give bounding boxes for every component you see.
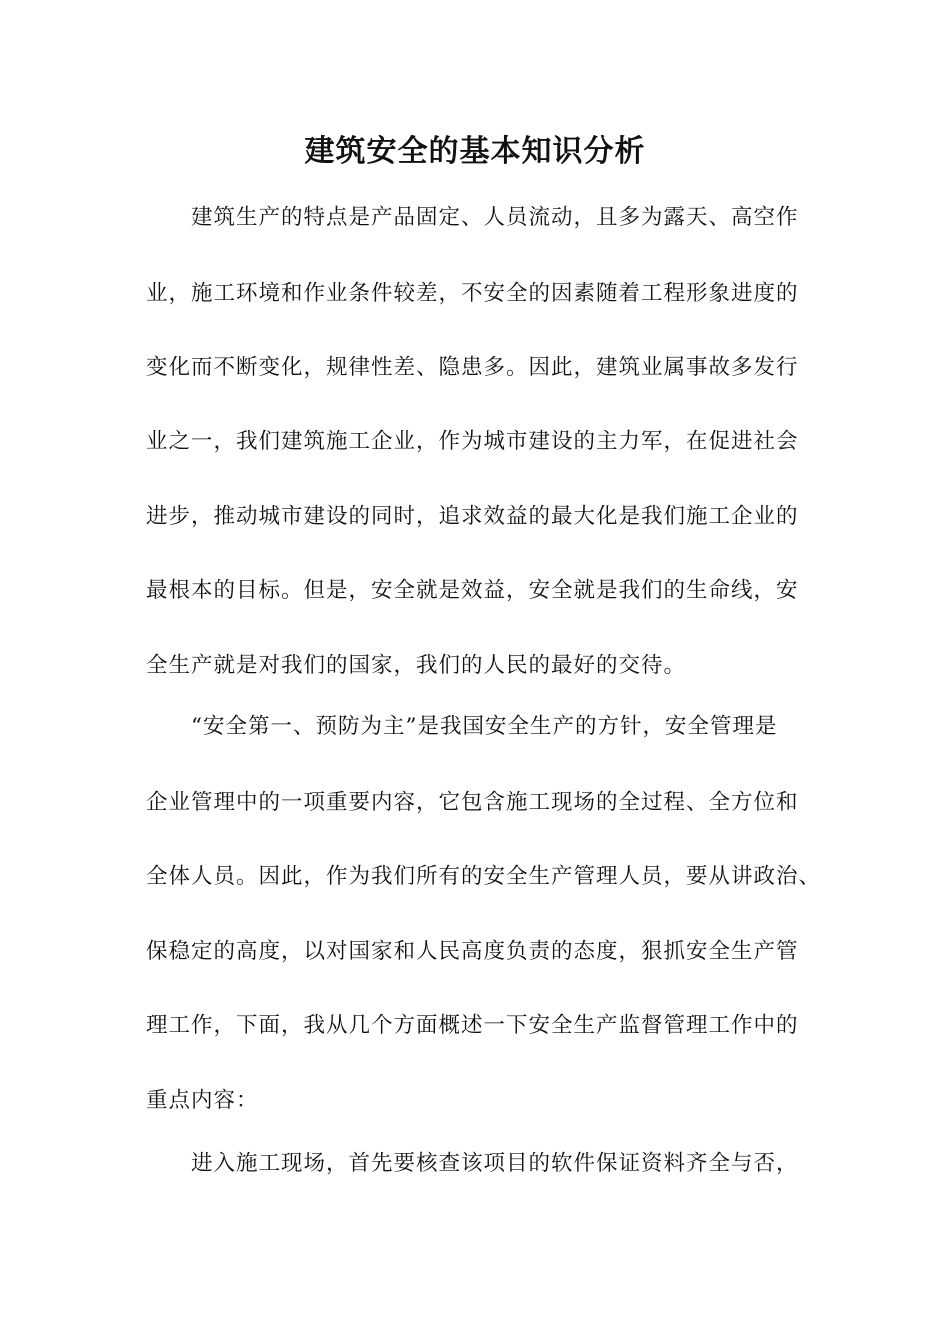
paragraph-line: 企业管理中的一项重要内容，它包含施工现场的全过程、全方位和 — [146, 790, 799, 815]
paragraph-line: 变化而不断变化，规律性差、隐患多。因此，建筑业属事故多发行 — [146, 355, 799, 380]
paragraph-line: 业，施工环境和作业条件较差，不安全的因素随着工程形象进度的 — [146, 281, 799, 306]
paragraph-line: 全生产就是对我们的国家，我们的人民的最好的交待。 — [146, 653, 687, 678]
paragraph-line: 进入施工现场，首先要核查该项目的软件保证资料齐全与否， — [146, 1151, 799, 1176]
paragraph-line: 最根本的目标。但是，安全就是效益，安全就是我们的生命线，安 — [146, 578, 799, 603]
paragraph-line: 全体人员。因此，作为我们所有的安全生产管理人员，要从讲政治、 — [146, 864, 822, 889]
paragraph-line: 保稳定的高度，以对国家和人民高度负责的态度，狠抓安全生产管 — [146, 939, 799, 964]
document-title: 建筑安全的基本知识分析 — [304, 134, 646, 169]
paragraph-line: 进步，推动城市建设的同时，追求效益的最大化是我们施工企业的 — [146, 504, 799, 529]
paragraph-line: 重点内容： — [146, 1088, 259, 1113]
paragraph-line: 业之一，我们建筑施工企业，作为城市建设的主力军，在促进社会 — [146, 429, 799, 454]
paragraph-line: “安全第一、预防为主”是我国安全生产的方针，安全管理是 — [146, 714, 778, 739]
paragraph-line: 理工作，下面，我从几个方面概述一下安全生产监督管理工作中的 — [146, 1013, 799, 1038]
paragraph-line: 建筑生产的特点是产品固定、人员流动，且多为露天、高空作 — [146, 205, 799, 230]
